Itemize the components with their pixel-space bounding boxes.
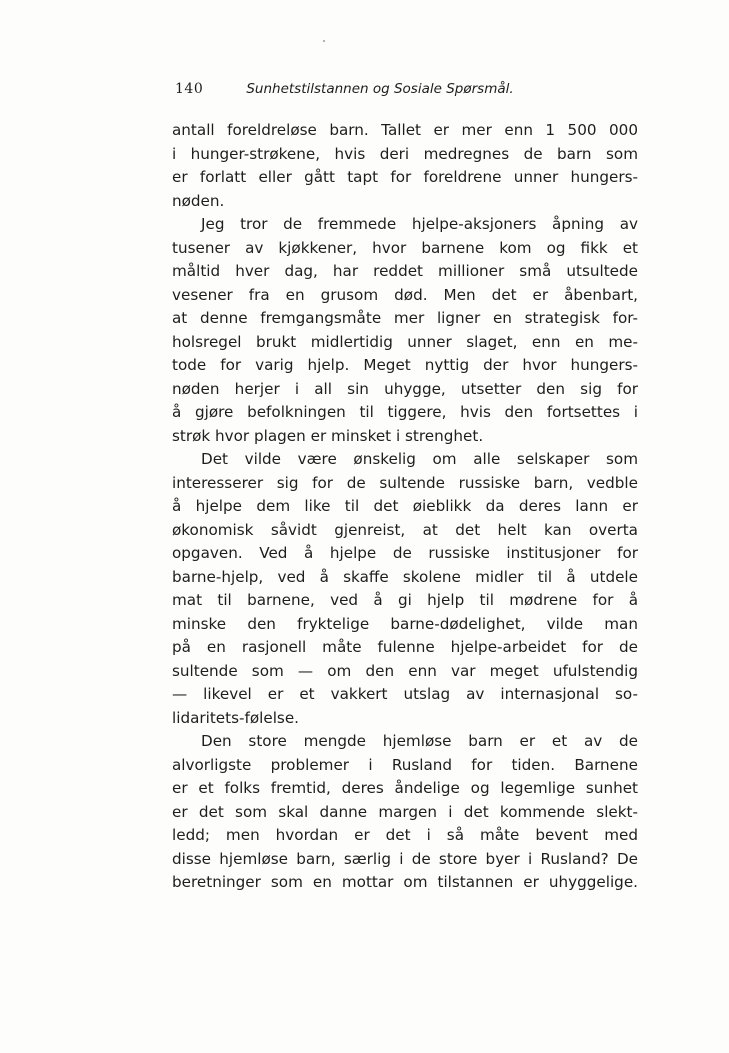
text-line: barne-hjelp, ved å skaffe skolene midler til å utdele xyxy=(172,567,638,586)
text-line: opgaven. Ved å hjelpe de russiske institusjoner for xyxy=(172,544,638,562)
paragraph xyxy=(172,119,638,213)
paragraph xyxy=(172,730,638,895)
text-line: å gjøre befolkningen til tiggere, hvis den fortsettes i xyxy=(172,403,638,421)
body-text xyxy=(172,119,638,895)
text-line: minske den fryktelige barne-dødelighet, vilde man xyxy=(172,614,638,633)
text-line: lidaritets-følelse. xyxy=(172,708,300,727)
text-line: interesserer sig for de sultende russiske barn, vedble xyxy=(172,473,638,492)
text-line: mat til barnene, ved å gi hjelp til mødrene for å xyxy=(172,591,638,609)
text-line: Den store mengde hjemløse barn er et av de xyxy=(201,732,638,750)
running-title: Sunhetstilstannen og Sosiale Spørsmål. xyxy=(246,81,514,97)
text-line: antall foreldreløse barn. Tallet er mer enn 1 500 000 xyxy=(172,121,638,139)
page-number: 140 xyxy=(175,81,204,97)
text-line: strøk hvor plagen er minsket i strenghet. xyxy=(172,426,484,445)
text-line: nøden. xyxy=(172,191,225,210)
text-line: alvorligste problemer i Rusland for tiden. Barnene xyxy=(172,755,638,774)
text-line: nøden herjer i all sin uhygge, utsetter den sig for xyxy=(172,379,638,398)
text-line: økonomisk såvidt gjenreist, at det helt kan overta xyxy=(172,520,638,539)
text-line: disse hjemløse barn, særlig i de store byer i Rusland? De xyxy=(172,849,638,868)
text-line: tusener av kjøkkener, hvor barnene kom og fikk et xyxy=(172,238,638,257)
text-line: er forlatt eller gått tapt for foreldrene unner hungers- xyxy=(172,168,638,186)
page-header xyxy=(175,78,575,98)
text-line: på en rasjonell måte fulenne hjelpe-arbeidet for de xyxy=(172,638,638,656)
paragraph xyxy=(172,448,638,730)
paper-speck xyxy=(323,40,325,42)
text-line: holsregel brukt midlertidig unner slaget, enn en me- xyxy=(172,332,638,351)
text-line: tode for varig hjelp. Meget nyttig der hvor hungers- xyxy=(172,356,638,374)
text-line: Det vilde være ønskelig om alle selskaper som xyxy=(201,450,638,468)
text-line: er et folks fremtid, deres åndelige og legemlige sunhet xyxy=(172,779,638,797)
text-line: Jeg tror de fremmede hjelpe-aksjoners åpning av xyxy=(201,215,638,233)
text-line: i hunger-strøkene, hvis deri medregnes de barn som xyxy=(172,144,638,163)
text-line: er det som skal danne margen i det kommende slekt- xyxy=(172,802,638,821)
text-line: — likevel er et vakkert utslag av internasjonal so- xyxy=(172,685,638,703)
text-line: at denne fremgangsmåte mer ligner en strategisk for- xyxy=(172,309,638,327)
paragraph xyxy=(172,213,638,448)
text-line: vesener fra en grusom død. Men det er åbenbart, xyxy=(172,285,638,304)
text-line: måltid hver dag, har reddet millioner små utsultede xyxy=(172,262,638,280)
text-line: beretninger som en mottar om tilstannen er uhyggelige. xyxy=(172,873,638,891)
text-line: sultende som — om den enn var meget ufulstendig xyxy=(172,661,638,680)
text-line: å hjelpe dem like til det øieblikk da deres lann er xyxy=(172,497,638,515)
text-line: ledd; men hvordan er det i så måte bevent med xyxy=(172,826,638,844)
